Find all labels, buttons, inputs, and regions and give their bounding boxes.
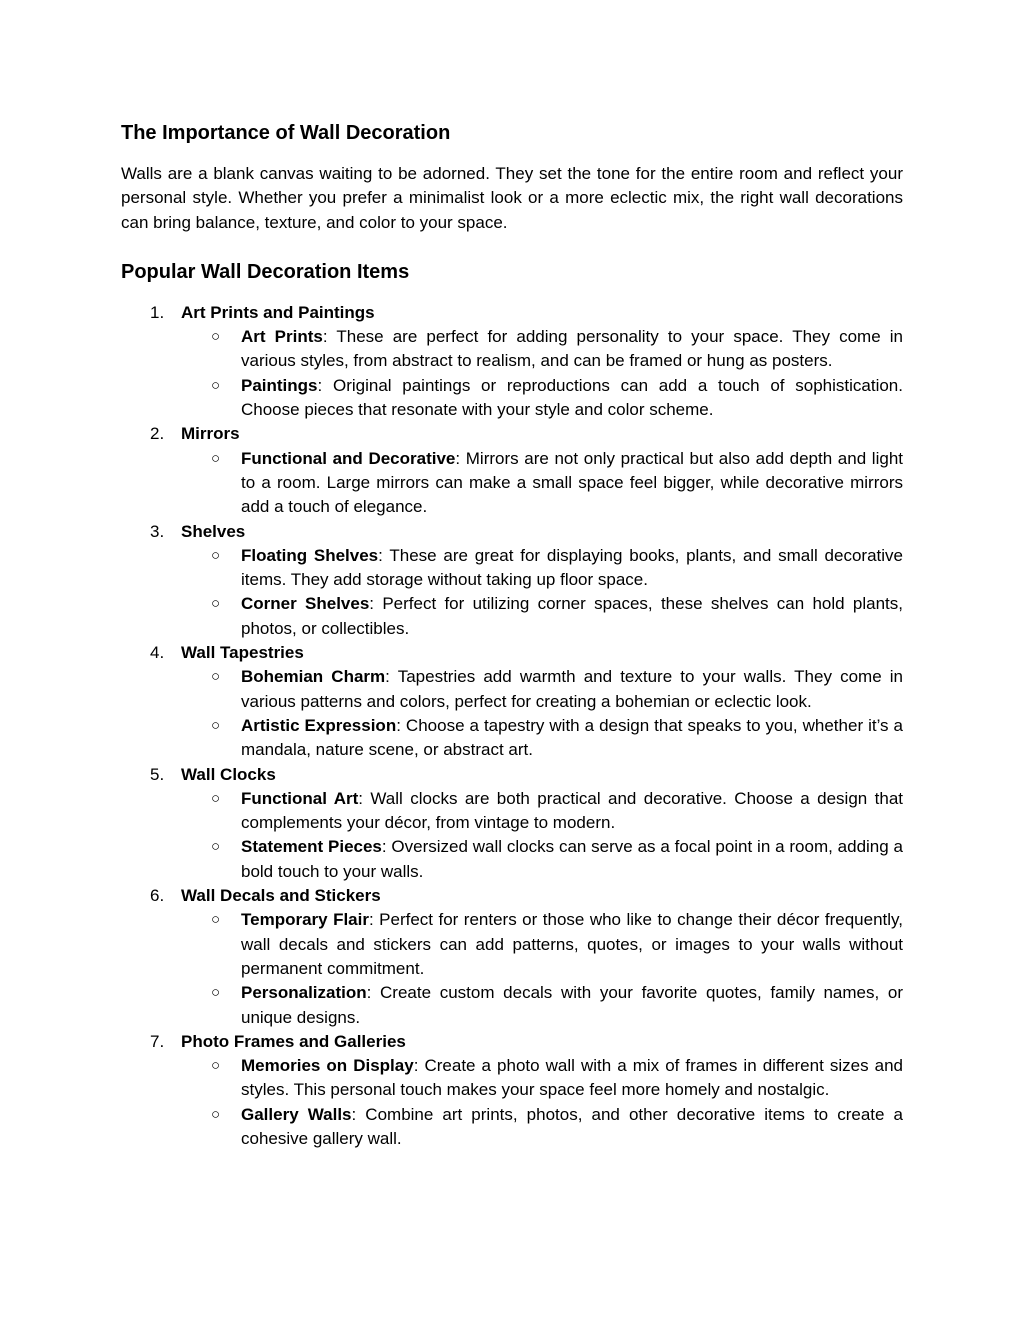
list-item	[121, 884, 903, 1030]
sub-item-term: Art Prints	[241, 327, 323, 347]
hollow-circle-bullet-icon: ○	[211, 838, 221, 856]
section-heading-popular-items: Popular Wall Decoration Items	[121, 260, 410, 283]
list-item-title: Wall Clocks	[181, 764, 276, 784]
section-heading-importance: The Importance of Wall Decoration	[121, 122, 451, 144]
sub-item-description: : Perfect for renters or those who like to change their décor frequently, wall decals and stickers can add patterns, quotes, or images to your walls without permanent commitment.	[241, 910, 903, 978]
hollow-circle-bullet-icon: ○	[211, 716, 221, 734]
sub-list-item	[181, 981, 903, 1030]
list-item-title: Wall Decals and Stickers	[181, 886, 381, 906]
sub-list-item	[181, 835, 903, 884]
sub-list-item	[181, 447, 903, 520]
sub-item-description: : Original paintings or reproductions can add a touch of sophistication. Choose pieces that resonate with your style and color scheme.	[241, 375, 903, 420]
sub-item-description: : Create custom decals with your favorite quotes, family names, or unique designs.	[241, 983, 903, 1027]
sub-list-item	[181, 908, 903, 981]
sub-item-term: Statement Pieces	[241, 837, 382, 857]
list-item	[121, 641, 903, 762]
sub-item-description: : Mirrors are not only practical but also add depth and light to a room. Large mirrors can make a small space feel bigger, while decorative mirrors add a touch of elegance.	[241, 448, 903, 517]
list-item-title: Art Prints and Paintings	[181, 302, 375, 322]
list-item-number: 6.	[150, 886, 165, 906]
list-item	[121, 1030, 903, 1151]
sub-list-item	[181, 374, 903, 423]
list-item-title: Photo Frames and Galleries	[181, 1031, 406, 1051]
list-item-title: Mirrors	[181, 424, 240, 444]
sub-list-item	[181, 325, 903, 374]
sub-item-list	[181, 447, 903, 520]
list-item-number: 3.	[150, 521, 165, 541]
sub-item-term: Functional and Decorative	[241, 448, 456, 468]
sub-item-term: Bohemian Charm	[241, 667, 386, 687]
sub-item-term: Personalization	[241, 983, 367, 1003]
sub-list-item	[181, 665, 903, 714]
sub-item-term: Memories on Display	[241, 1056, 414, 1076]
sub-item-list	[181, 665, 903, 762]
sub-item-description: : These are perfect for adding personality to your space. They come in various styles, from abstract to realism, and can be framed or hung as posters.	[241, 327, 903, 371]
sub-item-list	[181, 1054, 903, 1151]
list-item	[121, 763, 903, 884]
sub-item-list	[181, 908, 903, 1029]
numbered-item-list	[121, 301, 903, 1151]
sub-item-description: : Combine art prints, photos, and other decorative items to create a cohesive gallery wall.	[241, 1104, 903, 1148]
hollow-circle-bullet-icon: ○	[211, 376, 221, 394]
hollow-circle-bullet-icon: ○	[211, 1057, 221, 1075]
intro-paragraph: Walls are a blank canvas waiting to be adorned. They set the tone for the entire room and reflect your personal style. Whether you prefer a minimalist look or a more eclectic mix, the right wall decorations can bring balance, texture, and color to your space.	[121, 164, 903, 232]
list-item-number: 5.	[150, 764, 165, 784]
hollow-circle-bullet-icon: ○	[211, 668, 221, 686]
sub-list-item	[181, 592, 903, 641]
sub-item-description: : Tapestries add warmth and texture to your walls. They come in various patterns and colors, perfect for creating a bohemian or eclectic look.	[241, 667, 904, 711]
hollow-circle-bullet-icon: ○	[211, 546, 221, 564]
list-item	[121, 520, 903, 641]
list-item-number: 2.	[150, 424, 165, 444]
sub-item-description: : Choose a tapestry with a design that speaks to you, whether it’s a mandala, nature scene, or abstract art.	[241, 715, 904, 760]
sub-item-term: Corner Shelves	[241, 594, 370, 614]
sub-item-description: : Oversized wall clocks can serve as a focal point in a room, adding a bold touch to your walls.	[241, 837, 903, 881]
hollow-circle-bullet-icon: ○	[211, 449, 221, 467]
sub-list-item	[181, 544, 903, 593]
sub-item-description: : Perfect for utilizing corner spaces, these shelves can hold plants, photos, or collectibles.	[241, 594, 903, 638]
sub-item-list	[181, 325, 903, 422]
sub-item-term: Artistic Expression	[241, 715, 397, 735]
sub-list-item	[181, 1054, 903, 1103]
hollow-circle-bullet-icon: ○	[211, 1105, 221, 1123]
hollow-circle-bullet-icon: ○	[211, 984, 221, 1002]
list-item	[121, 301, 903, 422]
hollow-circle-bullet-icon: ○	[211, 595, 221, 613]
list-item-title: Wall Tapestries	[181, 643, 304, 663]
list-item	[121, 422, 903, 519]
sub-item-term: Gallery Walls	[241, 1104, 352, 1124]
sub-item-list	[181, 544, 903, 641]
sub-item-description: : Create a photo wall with a mix of frames in different sizes and styles. This personal touch makes your space feel more homely and nostalgic.	[241, 1056, 903, 1100]
document-page	[121, 118, 903, 1151]
hollow-circle-bullet-icon: ○	[211, 328, 221, 346]
sub-list-item	[181, 787, 903, 836]
sub-item-term: Functional Art	[241, 788, 359, 808]
sub-item-term: Temporary Flair	[241, 910, 369, 930]
list-item-title: Shelves	[181, 521, 246, 541]
sub-item-description: : These are great for displaying books, plants, and small decorative items. They add storage without taking up floor space.	[241, 545, 903, 590]
hollow-circle-bullet-icon: ○	[211, 789, 221, 807]
sub-item-description: : Wall clocks are both practical and decorative. Choose a design that complements your décor, from vintage to modern.	[241, 788, 903, 833]
sub-list-item	[181, 714, 903, 763]
sub-item-term: Floating Shelves	[241, 545, 379, 565]
sub-list-item	[181, 1103, 903, 1152]
sub-item-list	[181, 787, 903, 884]
hollow-circle-bullet-icon: ○	[211, 911, 221, 929]
list-item-number: 4.	[150, 643, 165, 663]
list-item-number: 7.	[150, 1031, 165, 1051]
sub-item-term: Paintings	[241, 375, 318, 395]
list-item-number: 1.	[150, 302, 165, 322]
